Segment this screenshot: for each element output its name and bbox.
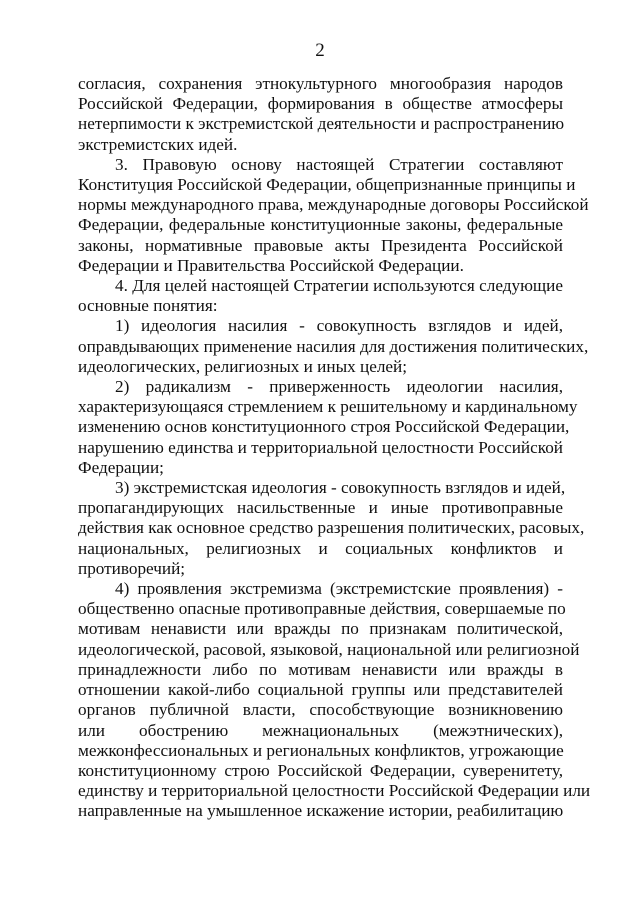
text-line: направленные на умышленное искажение истории, реабилитацию <box>78 801 564 821</box>
text-line: национальных, религиозных и социальных конфликтов и <box>78 538 563 558</box>
text-line: характеризующаяся стремлением к решительному и кардинальному <box>78 397 578 417</box>
text-line: действия как основное средство разрешения политических, расовых, <box>78 518 585 538</box>
text-line: 1) идеология насилия - совокупность взглядов и идей, <box>115 316 563 336</box>
text-line: нормы международного права, международные договоры Российской <box>78 195 589 215</box>
text-line: единству и территориальной целостности Российской Федерации или <box>78 781 591 801</box>
paragraph <box>78 74 563 155</box>
text-line: межконфессиональных и региональных конфликтов, угрожающие <box>78 740 564 760</box>
text-line: 3) экстремистская идеология - совокупность взглядов и идей, <box>115 478 566 498</box>
text-line: органов публичной власти, способствующие возникновению <box>78 700 563 720</box>
text-line: Конституция Российской Федерации, общепризнанные принципы и <box>78 175 576 195</box>
text-line: Федерации, федеральные конституционные законы, федеральные <box>78 215 563 235</box>
text-line: Российской Федерации, формирования в обществе атмосферы <box>78 94 563 114</box>
paragraph <box>78 579 591 821</box>
text-line: принадлежности либо по мотивам ненависти или вражды в <box>78 659 563 679</box>
paragraph <box>78 478 585 579</box>
text-line: экстремистских идей. <box>78 134 238 154</box>
text-line: основные понятия: <box>78 296 218 316</box>
text-line: пропагандирующих насильственные и иные противоправные <box>78 498 563 518</box>
text-line: идеологических, религиозных и иных целей; <box>78 356 408 376</box>
text-line: 4. Для целей настоящей Стратегии используются следующие <box>115 276 563 296</box>
text-line: законы, нормативные правовые акты Президента Российской <box>78 235 563 255</box>
text-line: оправдывающих применение насилия для достижения политических, <box>78 336 589 356</box>
text-line: общественно опасные противоправные действия, совершаемые по <box>78 599 566 619</box>
text-line: мотивам ненависти или вражды по признакам политической, <box>78 619 563 639</box>
paragraph <box>78 276 563 316</box>
document-body <box>78 74 591 822</box>
text-line: Федерации; <box>78 457 164 477</box>
text-line: идеологической, расовой, языковой, национальной или религиозной <box>78 639 580 659</box>
text-line: 3. Правовую основу настоящей Стратегии составляют <box>115 154 563 174</box>
paragraph <box>78 377 578 478</box>
text-line: нарушению единства и территориальной целостности Российской <box>78 437 563 457</box>
text-line: отношении какой-либо социальной группы или представителей <box>78 680 563 700</box>
text-line: Федерации и Правительства Российской Федерации. <box>78 255 464 275</box>
page-number: 2 <box>315 40 325 61</box>
text-line: или обострению межнациональных (межэтнических), <box>78 720 563 740</box>
paragraph <box>78 316 589 377</box>
paragraph <box>78 154 589 276</box>
text-line: противоречий; <box>78 558 186 578</box>
text-line: 4) проявления экстремизма (экстремистские проявления) - <box>115 579 563 599</box>
text-line: 2) радикализм - приверженность идеологии насилия, <box>115 377 563 397</box>
text-line: изменению основ конституционного строя Российской Федерации, <box>78 417 570 437</box>
text-line: согласия, сохранения этнокультурного многообразия народов <box>78 74 563 93</box>
text-line: конституционному строю Российской Федерации, суверенитету, <box>78 760 563 780</box>
text-line: нетерпимости к экстремистской деятельности и распространению <box>78 114 565 134</box>
